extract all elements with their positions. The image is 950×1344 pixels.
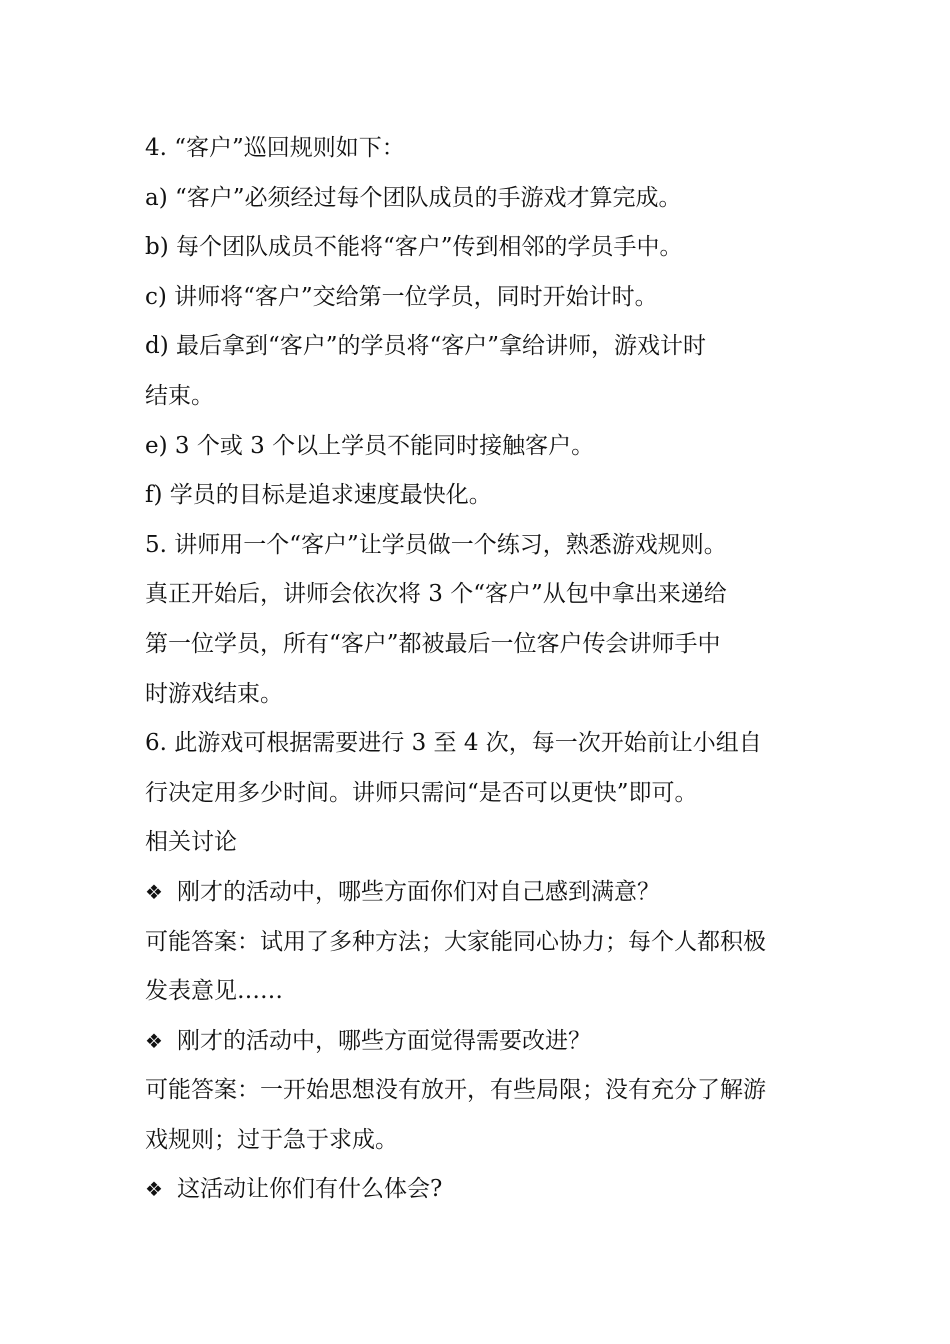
- rule-b: b) 每个团队成员不能将“客户”传到相邻的学员手中。: [145, 234, 683, 261]
- discussion-heading: 相关讨论: [145, 829, 237, 856]
- step-5-line3: 第一位学员，所有“客户”都被最后一位客户传会讲师手中: [145, 630, 721, 657]
- document-body: [145, 124, 810, 1215]
- answer-1-line1: 可能答案：试用了多种方法；大家能同心协力；每个人都积极: [145, 928, 766, 955]
- step-6-line1: 6. 此游戏可根据需要进行 3 至 4 次，每一次开始前让小组自: [145, 730, 762, 757]
- question-text: 这活动让你们有什么体会?: [177, 1176, 443, 1203]
- discussion-question-3: [145, 1165, 810, 1215]
- rule-d-line2: 结束。: [145, 382, 214, 409]
- answer-2-line2: 戏规则；过于急于求成。: [145, 1126, 398, 1153]
- rule-d-line1: d) 最后拿到“客户”的学员将“客户”拿给讲师，游戏计时: [145, 333, 707, 360]
- rule-a: a) “客户”必须经过每个团队成员的手游戏才算完成。: [145, 184, 682, 211]
- step-5-line1: 5. 讲师用一个“客户”让学员做一个练习，熟悉游戏规则。: [145, 531, 727, 558]
- diamond-bullet-icon: ❖: [145, 879, 163, 904]
- rule-e: e) 3 个或 3 个以上学员不能同时接触客户。: [145, 432, 595, 459]
- diamond-bullet-icon: ❖: [145, 1028, 163, 1053]
- answer-2-line1: 可能答案：一开始思想没有放开，有些局限；没有充分了解游: [145, 1077, 766, 1104]
- rule-f: f) 学员的目标是追求速度最快化。: [145, 482, 492, 509]
- rule-c: c) 讲师将“客户”交给第一位学员，同时开始计时。: [145, 283, 658, 310]
- question-text: 刚才的活动中，哪些方面你们对自己感到满意？: [177, 878, 660, 905]
- question-text: 刚才的活动中，哪些方面觉得需要改进？: [177, 1027, 591, 1054]
- answer-1-line2: 发表意见……: [145, 978, 283, 1005]
- step-5-line4: 时游戏结束。: [145, 680, 283, 707]
- discussion-question-2: [145, 1017, 810, 1067]
- step-5-line2: 真正开始后，讲师会依次将 3 个“客户”从包中拿出来递给: [145, 581, 727, 608]
- diamond-bullet-icon: ❖: [145, 1177, 163, 1202]
- discussion-question-1: [145, 868, 810, 918]
- step-6-line2: 行决定用多少时间。讲师只需问“是否可以更快”即可。: [145, 779, 698, 806]
- rule-heading: 4. “客户”巡回规则如下：: [145, 135, 405, 161]
